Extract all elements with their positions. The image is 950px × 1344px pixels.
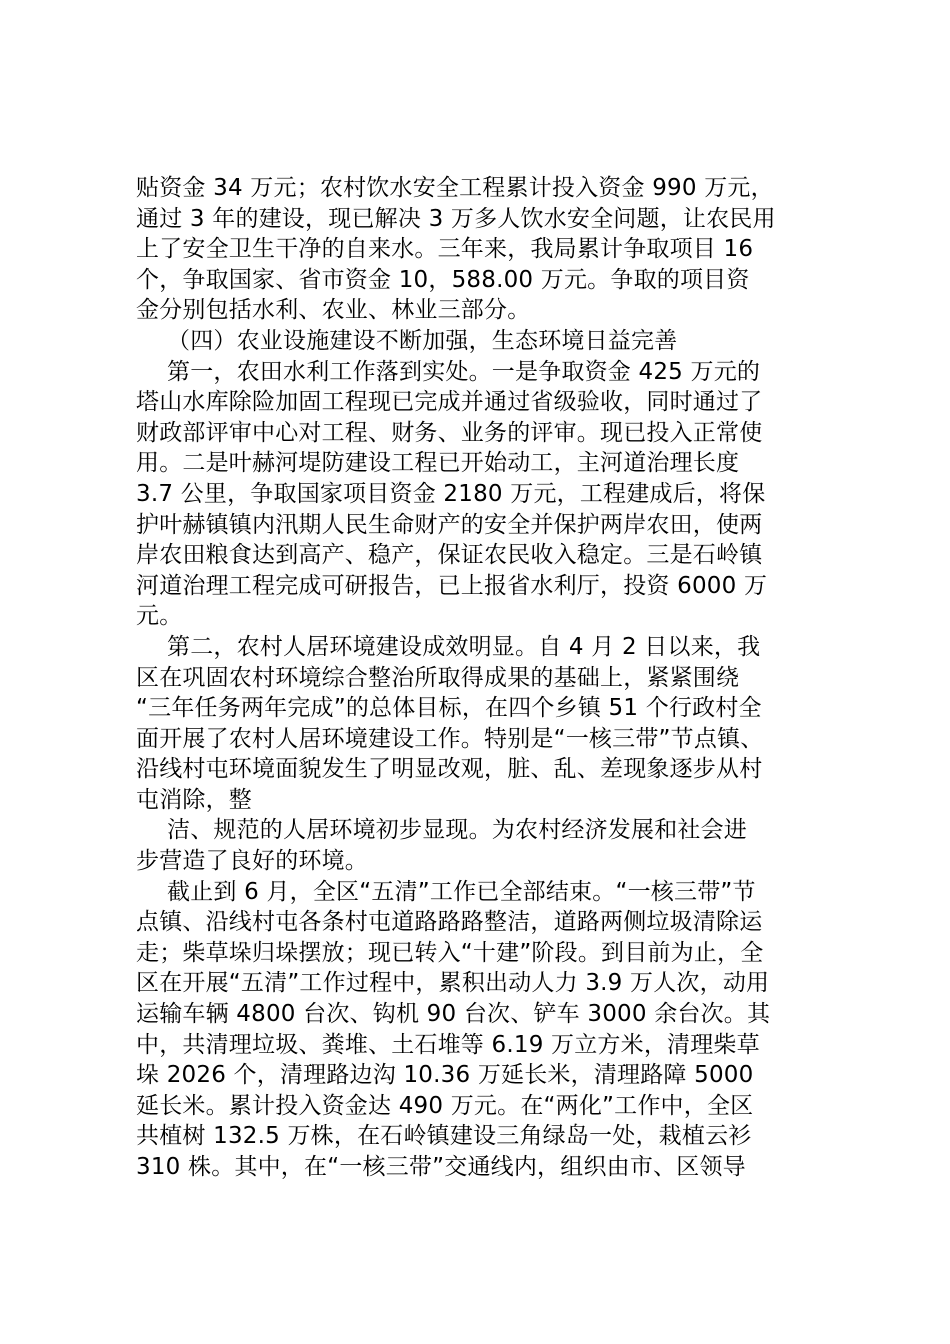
body-text bbox=[136, 173, 826, 1183]
text-line: 310 株。其中，在“一核三带”交通线内，组织由市、区领导 bbox=[136, 1154, 746, 1180]
text-line: 中，共清理垃圾、粪堆、土石堆等 6.19 万立方米，清理柴草 bbox=[136, 1031, 760, 1058]
text-line: 运输车辆 4800 台次、钩机 90 台次、铲车 3000 余台次。其 bbox=[136, 1001, 771, 1028]
text-line: 区在开展“五清”工作过程中，累积出动人力 3.9 万人次，动用 bbox=[136, 970, 770, 997]
paragraph-first-line: 第一，农田水利工作落到实处。一是争取资金 425 万元的 bbox=[167, 358, 761, 385]
text-line: 个，争取国家、省市资金 10，588.00 万元。争取的项目资 bbox=[136, 266, 750, 293]
text-line: 河道治理工程完成可研报告，已上报省水利厅，投资 6000 万 bbox=[136, 572, 768, 599]
text-line: 3.7 公里，争取国家项目资金 2180 万元，工程建成后，将保 bbox=[136, 480, 766, 507]
text-line: 点镇、沿线村屯各条村屯道路路路整洁，道路两侧垃圾清除运 bbox=[136, 909, 763, 936]
text-line: 区在巩固农村环境综合整治所取得成果的基础上，紧紧围绕 bbox=[136, 664, 740, 691]
text-line: 塔山水库除险加固工程现已完成并通过省级验收，同时通过了 bbox=[136, 389, 763, 416]
text-line: 岸农田粮食达到高产、稳产，保证农民收入稳定。三是石岭镇 bbox=[136, 542, 763, 569]
text-line: 延长米。累计投入资金达 490 万元。在“两化”工作中，全区 bbox=[136, 1092, 754, 1119]
text-line: 沿线村屯环境面貌发生了明显改观，脏、乱、差现象逐步从村 bbox=[136, 756, 763, 783]
text-line: 走；柴草垛归垛摆放；现已转入“十建”阶段。到目前为止，全 bbox=[136, 939, 764, 966]
text-line: 贴资金 34 万元；农村饮水安全工程累计投入资金 990 万元， bbox=[136, 175, 774, 201]
paragraph-first-line: 截止到 6 月，全区“五清”工作已全部结束。“一核三带”节 bbox=[167, 878, 756, 905]
text-line: 元。 bbox=[136, 603, 183, 630]
text-line: 通过 3 年的建设，现已解决 3 万多人饮水安全问题，让农民用 bbox=[136, 205, 776, 232]
paragraph-first-line: 洁、规范的人居环境初步显现。为农村经济发展和社会进 bbox=[167, 817, 747, 844]
text-line: 步营造了良好的环境。 bbox=[136, 848, 368, 875]
text-line: 财政部评审中心对工程、财务、业务的评审。现已投入正常使 bbox=[136, 419, 763, 446]
paragraph-first-line: 第二，农村人居环境建设成效明显。自 4 月 2 日以来，我 bbox=[167, 633, 761, 660]
text-line: 上了安全卫生干净的自来水。三年来，我局累计争取项目 16 bbox=[136, 236, 754, 263]
text-line: 共植树 132.5 万株，在石岭镇建设三角绿岛一处，栽植云衫 bbox=[136, 1123, 752, 1150]
text-line: 用。二是叶赫河堤防建设工程已开始动工，主河道治理长度 bbox=[136, 450, 740, 477]
text-line: 屯消除，整 bbox=[136, 786, 252, 813]
text-line: 面开展了农村人居环境建设工作。特别是“一核三带”节点镇、 bbox=[136, 725, 764, 752]
text-line: 护叶赫镇镇内汛期人民生命财产的安全并保护两岸农田，使两 bbox=[136, 511, 763, 538]
section-heading: （四）农业设施建设不断加强，生态环境日益完善 bbox=[167, 327, 678, 354]
text-line: 垛 2026 个，清理路边沟 10.36 万延长米，清理路障 5000 bbox=[136, 1062, 754, 1089]
text-line: “三年任务两年完成”的总体目标，在四个乡镇 51 个行政村全 bbox=[136, 695, 762, 722]
text-line: 金分别包括水利、农业、林业三部分。 bbox=[136, 297, 531, 324]
